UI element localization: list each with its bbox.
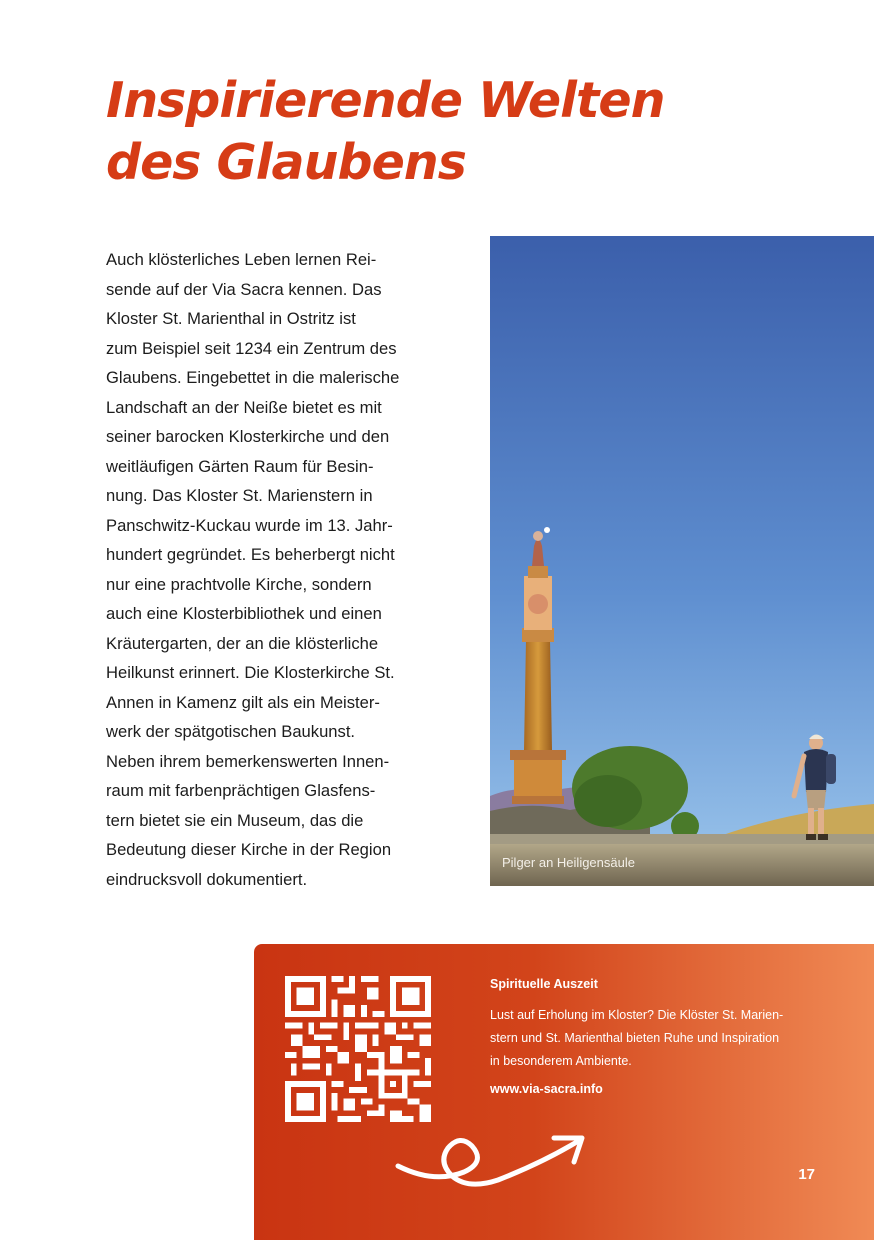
body-line: sende auf der Via Sacra kennen. Das bbox=[106, 279, 382, 299]
box-body-line: Lust auf Erholung im Kloster? Die Klöster St. Marien- bbox=[490, 1008, 784, 1022]
column-shaft bbox=[524, 640, 552, 750]
body-line: eindrucksvoll dokumentiert. bbox=[106, 869, 308, 889]
via-sacra-link[interactable]: www.via-sacra.info bbox=[490, 1082, 603, 1096]
page-title-line-1: Inspirierende Welten bbox=[106, 72, 665, 129]
page-number: 17 bbox=[798, 1166, 815, 1183]
box-text bbox=[490, 977, 830, 1096]
pilgrim-photo-illustration bbox=[490, 236, 874, 886]
body-paragraph bbox=[106, 245, 436, 894]
body-line: Kloster St. Marienthal in Ostritz ist bbox=[106, 309, 356, 328]
body-line: seiner barocken Klosterkirche und den bbox=[106, 427, 390, 446]
body-line: Neben ihrem bemerkenswerten Innen- bbox=[106, 751, 390, 771]
page-title-line-2: des Glaubens bbox=[106, 134, 466, 191]
body-line: nung. Das Kloster St. Marienstern in bbox=[106, 486, 373, 505]
box-body bbox=[490, 1004, 830, 1073]
photo-caption: Pilger an Heiligensäule bbox=[502, 855, 635, 870]
box-heading: Spirituelle Auszeit bbox=[490, 977, 598, 991]
pilgrim-photo bbox=[490, 236, 874, 886]
body-line: Glaubens. Eingebettet in die malerische bbox=[106, 368, 400, 387]
body-line: nur eine prachtvolle Kirche, sondern bbox=[106, 574, 372, 594]
body-line: Landschaft an der Neiße bietet es mit bbox=[106, 397, 382, 417]
body-line: Annen in Kamenz gilt als ein Meister- bbox=[106, 692, 380, 712]
qr-code[interactable] bbox=[285, 976, 431, 1122]
body-line: tern bietet sie ein Museum, das die bbox=[106, 810, 364, 830]
column-base bbox=[514, 756, 562, 802]
box-body-line: in besonderem Ambiente. bbox=[490, 1054, 632, 1068]
body-line: raum mit farbenprächtigen Glasfens- bbox=[106, 781, 376, 800]
spiritual-retreat-box bbox=[254, 944, 874, 1240]
body-line: auch eine Klosterbibliothek und einen bbox=[106, 604, 382, 623]
body-line: werk der spätgotischen Baukunst. bbox=[106, 722, 356, 741]
arrow-icon bbox=[394, 1132, 594, 1198]
body-line: hundert gegründet. Es beherbergt nicht bbox=[106, 545, 395, 564]
body-line: Bedeutung dieser Kirche in der Region bbox=[106, 840, 392, 859]
box-body-line: stern und St. Marienthal bieten Ruhe und Inspiration bbox=[490, 1031, 780, 1045]
page-title bbox=[106, 70, 664, 194]
body-line: Kräutergarten, der an die klösterliche bbox=[106, 633, 379, 653]
body-line: weitläufigen Gärten Raum für Besin- bbox=[106, 456, 374, 476]
body-line: Panschwitz-Kuckau wurde im 13. Jahr- bbox=[106, 515, 393, 535]
body-line: Heilkunst erinnert. Die Klosterkirche St. bbox=[106, 663, 395, 682]
body-line: zum Beispiel seit 1234 ein Zentrum des bbox=[106, 338, 397, 358]
body-line: Auch klösterliches Leben lernen Rei- bbox=[106, 250, 377, 269]
